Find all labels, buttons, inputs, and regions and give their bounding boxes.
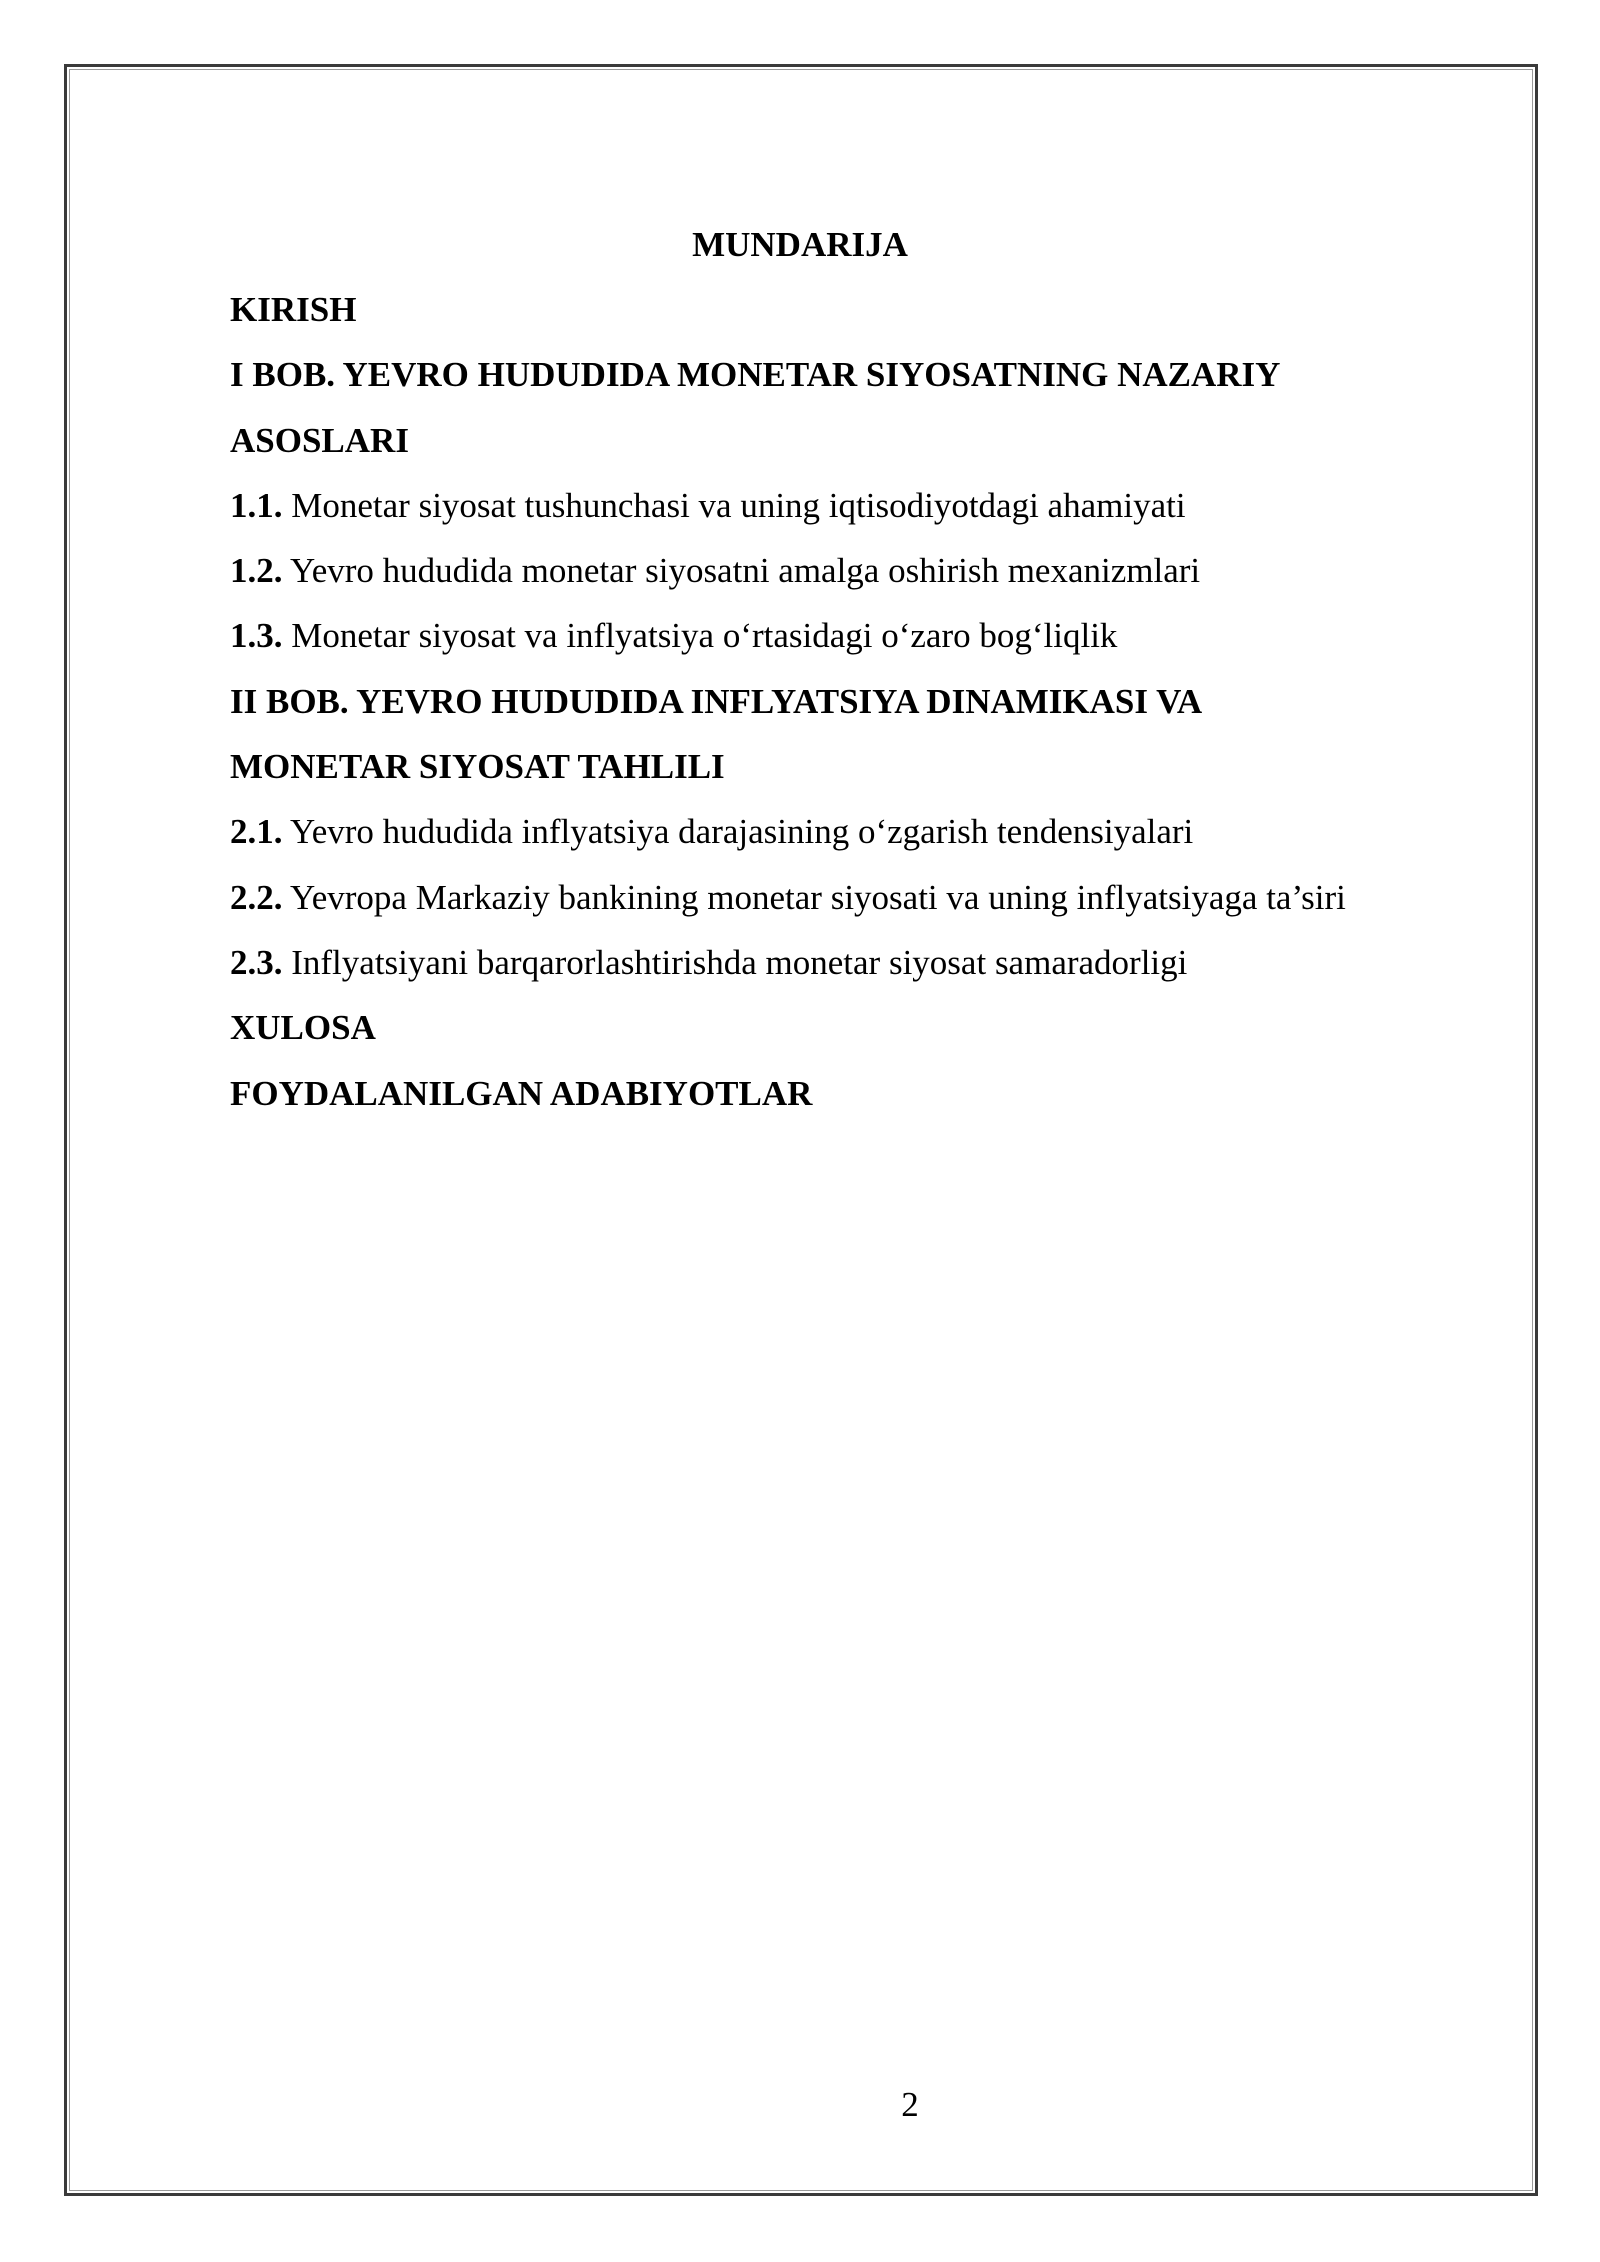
toc-item-number: 1.1.: [230, 485, 283, 525]
toc-item-text: Monetar siyosat tushunchasi va uning iqtisodiyotdagi ahamiyati: [282, 485, 1186, 525]
toc-item-2-1: [230, 799, 1490, 864]
table-of-contents: [230, 212, 1490, 1126]
toc-item-text: Yevropa Markaziy bankining monetar siyosati va uning inflyatsiyaga ta’siri: [282, 877, 1346, 917]
toc-item-text: Yevro hududida inflyatsiya darajasining o‘zgarish tendensiyalari: [282, 812, 1194, 852]
toc-chapter2-line1: II BOB. YEVRO HUDUDIDA INFLYATSIYA DINAMIKASI VA: [230, 681, 1203, 721]
toc-title: MUNDARIJA: [692, 225, 908, 264]
toc-intro: KIRISH: [230, 290, 357, 329]
toc-chapter1-line1: I BOB. YEVRO HUDUDIDA MONETAR SIYOSATNING NAZARIY: [230, 355, 1281, 395]
toc-item-number: 2.2.: [230, 877, 283, 917]
toc-item-1-3: [230, 603, 1490, 668]
toc-item-number: 1.2.: [230, 551, 283, 591]
page-number: 2: [901, 2085, 919, 2124]
toc-item-number: 1.3.: [230, 616, 283, 656]
toc-chapter1-line2: ASOSLARI: [230, 420, 409, 460]
toc-item-number: 2.3.: [230, 942, 283, 982]
toc-item-number: 2.1.: [230, 812, 283, 852]
toc-chapter2-line2: MONETAR SIYOSAT TAHLILI: [230, 747, 725, 787]
toc-item-1-1: [230, 473, 1490, 538]
toc-item-2-3: [230, 930, 1490, 995]
toc-conclusion: XULOSA: [230, 1008, 376, 1048]
toc-item-text: Yevro hududida monetar siyosatni amalga oshirish mexanizmlari: [282, 551, 1201, 591]
toc-item-1-2: [230, 538, 1490, 603]
toc-item-text: Monetar siyosat va inflyatsiya o‘rtasidagi o‘zaro bog‘liqlik: [282, 616, 1118, 656]
toc-item-2-2: [230, 865, 1490, 930]
toc-item-text: Inflyatsiyani barqarorlashtirishda monetar siyosat samaradorligi: [282, 942, 1188, 982]
toc-references: FOYDALANILGAN ADABIYOTLAR: [230, 1073, 813, 1113]
